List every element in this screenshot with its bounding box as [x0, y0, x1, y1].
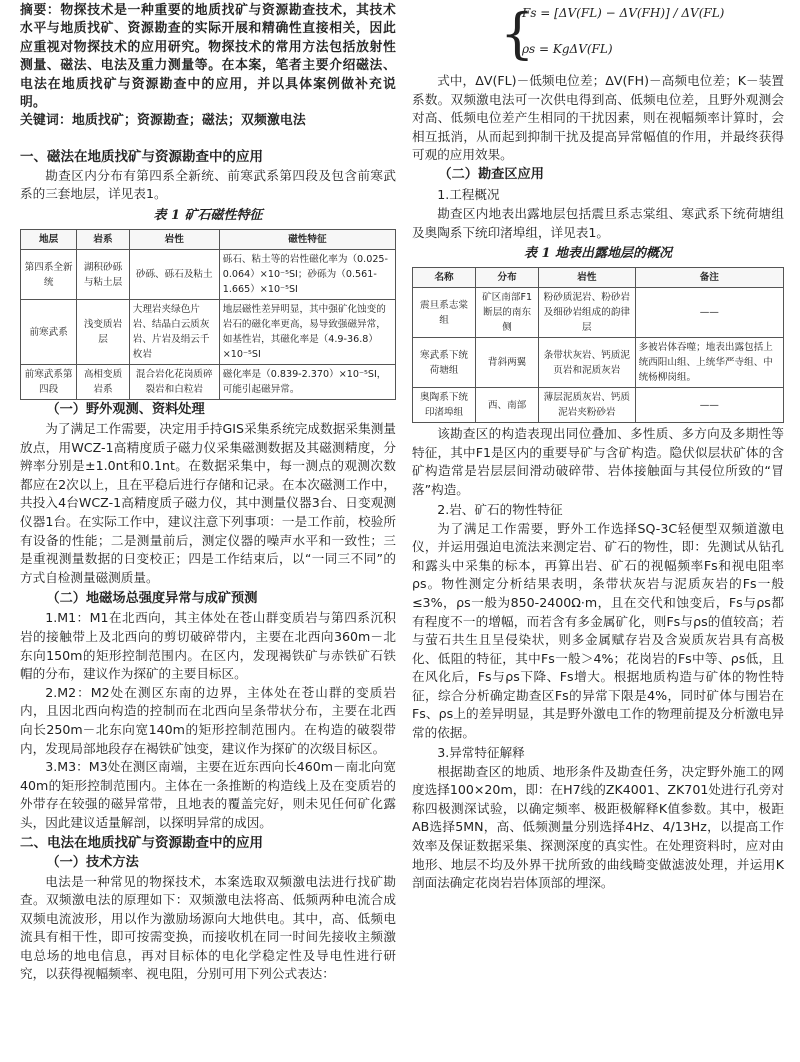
table-header-row [413, 268, 784, 288]
section1-title: 一、磁法在地质找矿与资源勘查中的应用 [20, 148, 263, 165]
table-cell: 西、南部 [476, 388, 539, 423]
header-cell: 岩系 [77, 230, 130, 250]
header-cell: 磁性特征 [219, 230, 395, 250]
subsubsection-title: 2.岩、矿石的物性特征 [437, 501, 563, 517]
table-cell: —— [635, 388, 783, 423]
header-cell: 岩性 [539, 268, 635, 288]
section1-intro: 勘查区内分布有第四系全新统、前寒武系第四段及包含前寒武系的三套地层，详见表1。 [20, 167, 396, 202]
subsubsection-title: 3.异常特征解释 [437, 744, 525, 760]
paragraph: 电法是一种常见的物探技术，本案选取双频激电法进行找矿勘查。双频激电法的原理如下：双频激电法将高、低频两种电流合成双频电流波形，用以作为激励场源向大地供电。其中，高、低频电流具有相干性，即可按需变换，而接收机在同一时间先接收主频激电总场的地电信息，再对目标体的电化学稳定性及导电性进行研究，以获得视幅频率、视电阻，分别可用下列公式表达： [20, 873, 396, 982]
formula-line: Fs = [ΔV(FL) − ΔV(FH)] / ΔV(FL) [522, 6, 725, 20]
table-cell: 薄层泥质灰岩、钙质泥岩夹粉砂岩 [539, 388, 635, 423]
header-cell: 地层 [21, 230, 77, 250]
table2-caption: 表 1 地表出露地层的概况 [523, 246, 673, 262]
formula-line: ρs = KgΔV(FL) [522, 42, 613, 56]
table-cell: 湖积砂砾与粘土层 [77, 250, 130, 300]
table-row [21, 250, 396, 300]
table-cell: 震旦系志棠组 [413, 288, 476, 338]
paragraph: 式中，ΔV(FL)－低频电位差；ΔV(FH)－高频电位差；K－装置系数。双频激电法可一次供电得到高、低频电位差，且野外观测会对高、低频电位差产生相同的干扰因素，则在视幅频率计算时，会相互抵消，从而起到抑制干扰及提高异常幅值的作用，并最终获得可观的应用效果。 [412, 73, 784, 163]
header-cell: 岩性 [129, 230, 219, 250]
table-row [21, 300, 396, 365]
table-cell: 多被岩体吞噬；地表出露包括上统西阳山组、上统华严寺组、中统杨柳岗组。 [635, 338, 783, 388]
header-cell: 分布 [476, 268, 539, 288]
paragraph: 为了满足工作需要，决定用手持GIS采集系统完成数据采集测量放点，用WCZ-1高精度质子磁力仪采集磁测数据及其磁测精度，分辨率分别是±1.0nt和0.1nt。在数据采集中，每一测点的观测次数都应在2次以上，且在平稳后进行存储和记录。在本次磁测工作中，共投入4台WCZ-1高精度质子磁力仪，其中测量仪器3台、日变观测仪器1台。在实际工作中，建议注意下列事项：一是工作前，校验所有设备的性能；二是测量前后，测定仪器的噪声水平和一致性；三是重视测量数据的日变校正；四是工作结束后，以“一同三不同”的方式自检测量磁测质量。 [20, 421, 396, 585]
section2-title: 二、电法在地质找矿与资源勘查中的应用 [20, 834, 263, 851]
paragraph: 根据勘查区的地质、地形条件及勘查任务，决定野外施工的网度选择100×20m，即：在H7线的ZK4001、ZK701处进行孔旁对称四极测深试验，以确定频率、极距极解释K值参数。其中，极距AB选择5MN，高、低频测量分别选择4Hz、4/13Hz，以提高工作效率及保证数据采集、探测深度的真实性。在处理资料时，应对由地形、地层不均及外界干扰所致的曲线畸变做滤波处理，并运用K剖面法确定花岗岩岩体顶部的埋深。 [412, 763, 784, 891]
left-column [20, 0, 396, 984]
abstract-text: 摘要：物探技术是一种重要的地质找矿与资源勘查技术，其技术水平与地质找矿、资源勘查的实际开展和精确性直接相关，因此应重视对物探技术的应用研究。物探技术的常用方法包括放射性测量、磁法、电法及重力测量等。在本案，笔者主要介绍磁法、电法在地质找矿与资源勘查中的应用，并以具体案例做补充说明。 [20, 3, 396, 111]
table-cell: 前寒武系第四段 [21, 365, 77, 400]
table-cell: 大理岩夹绿色片岩、结晶白云质灰岩、片岩及绢云千枚岩 [129, 300, 219, 365]
table-strata [412, 267, 784, 423]
table-magnetic [20, 229, 396, 400]
paragraph: 勘查区内地表出露地层包括震旦系志棠组、寒武系下统荷塘组及奥陶系下统印渚埠组，详见表1。 [412, 205, 784, 240]
table-cell: 磁化率是（0.839-2.370）×10⁻⁵SI，可能引起磁异常。 [219, 365, 395, 400]
keywords: 关键词：地质找矿；资源勘查；磁法；双频激电法 [20, 113, 306, 129]
subsubsection-title: 1.工程概况 [437, 186, 500, 202]
paragraph-m3: 3.M3：M3处在测区南端，主要在近东西向长460m－南北向宽40m的矩形控制范围内。主体在一条推断的构造线上及在变质岩的外带存在较强的磁异常带，且地表的覆盖完好，则未见任何矿化露头，因此建议适量解剖，以探明异常的成因。 [20, 759, 396, 830]
right-column [412, 0, 784, 893]
table-cell: 粉砂质泥岩、粉砂岩及细砂岩组成的韵律层 [539, 288, 635, 338]
paragraph: 为了满足工作需要，野外工作选择SQ-3C轻便型双频道激电仪，并运用强迫电流法来测定岩、矿石的物性，即：先测试从钻孔和露头中采集的标本，再算出岩、矿石的视幅频率Fs和视电阻率ρs。物性测定分析结果表明，条带状灰岩与泥质灰岩的Fs一般≤3%，ρs一般为850-2400Ω·m，且在交代和蚀变后，Fs与ρs都有程度不一的增幅，而若含有多金属矿化，则Fs与ρs的值较高；若与萤石共生且呈侵染状，则多金属赋存岩及含炭质灰岩具有高极化、低阻的特征，其中Fs一般＞4%；花岗岩的Fs中等、ρs低，且在风化后，Fs与ρs下降、Fs增大。根据地质构造与矿体的物性特征，综合分析确定勘查区Fs的异常下限是4%，同时矿体与围岩在Fs、ρs上的差异明显，其是野外激电工作的物理前提及分析激电异常的依据。 [412, 520, 784, 741]
header-cell: 备注 [635, 268, 783, 288]
table-cell: 砂砾、砾石及粘土 [129, 250, 219, 300]
table-cell: 前寒武系 [21, 300, 77, 365]
table-cell: 浅变质岩层 [77, 300, 130, 365]
table1-caption: 表 1 矿石磁性特征 [153, 208, 263, 224]
table-cell: 高相变质岩系 [77, 365, 130, 400]
paragraph-m1: 1.M1：M1在北西向，其主体处在苍山群变质岩与第四系沉积岩的接触带上及北西向的剪切破碎带内，主要在北西向360m－北东向150m的矩形控制范围内。在区内，发现褐铁矿与赤铁矿石铁帽的分布，建议作为探矿的主要目标区。 [20, 610, 396, 682]
table-row [413, 338, 784, 388]
table-cell: 第四系全新统 [21, 250, 77, 300]
subsection-title: （一）技术方法 [46, 854, 139, 870]
table-header-row [21, 230, 396, 250]
table-cell: 奥陶系下统印渚埠组 [413, 388, 476, 423]
table-cell: 背斜两翼 [476, 338, 539, 388]
table-row [413, 288, 784, 338]
table-cell: 地层磁性差异明显，其中强矿化蚀变的岩石的磁化率更高，易导致强磁异常，如基性岩，其磁化率是（4.9-36.8）×10⁻⁵SI [219, 300, 395, 365]
brace-symbol: { [500, 2, 535, 65]
subsection-title: （一）野外观测、资料处理 [46, 402, 205, 418]
table-cell: 寒武系下统荷塘组 [413, 338, 476, 388]
table-row [21, 365, 396, 400]
table-cell: 砾石、粘土等的岩性磁化率为（0.025-0.064）×10⁻⁵SI；砂砾为（0.561-1.665）×10⁻⁵SI [219, 250, 395, 300]
table-row [413, 388, 784, 423]
paragraph-m2: 2.M2：M2处在测区东南的边界，主体处在苍山群的变质岩内，且因北西向构造的控制而在北西向呈条带状分布，主要在北西向长250m－北东向宽140m的矩形控制范围内。在构造的破裂带内，发现局部地段存在褐铁矿蚀变，建议作为探矿的次级目标区。 [20, 684, 396, 756]
table-cell: —— [635, 288, 783, 338]
table-cell: 混合岩化花岗质碎裂岩和白粒岩 [129, 365, 219, 400]
table-cell: 矿区南部F1断层的南东侧 [476, 288, 539, 338]
formula-block [452, 4, 784, 68]
subsection-title: （二）勘查区应用 [438, 166, 544, 182]
table-cell: 条带状灰岩、钙质泥页岩和泥质灰岩 [539, 338, 635, 388]
paragraph: 该勘查区的构造表现出同位叠加、多性质、多方向及多期性等特征，其中F1是区内的重要导矿与含矿构造。隐伏似层状矿体的含矿构造常是岩层层间滑动破碎带、岩体接触面与其侵位所致的“冒落”构造。 [412, 426, 784, 497]
subsection-title: （二）地磁场总强度异常与成矿预测 [46, 591, 258, 607]
header-cell: 名称 [413, 268, 476, 288]
